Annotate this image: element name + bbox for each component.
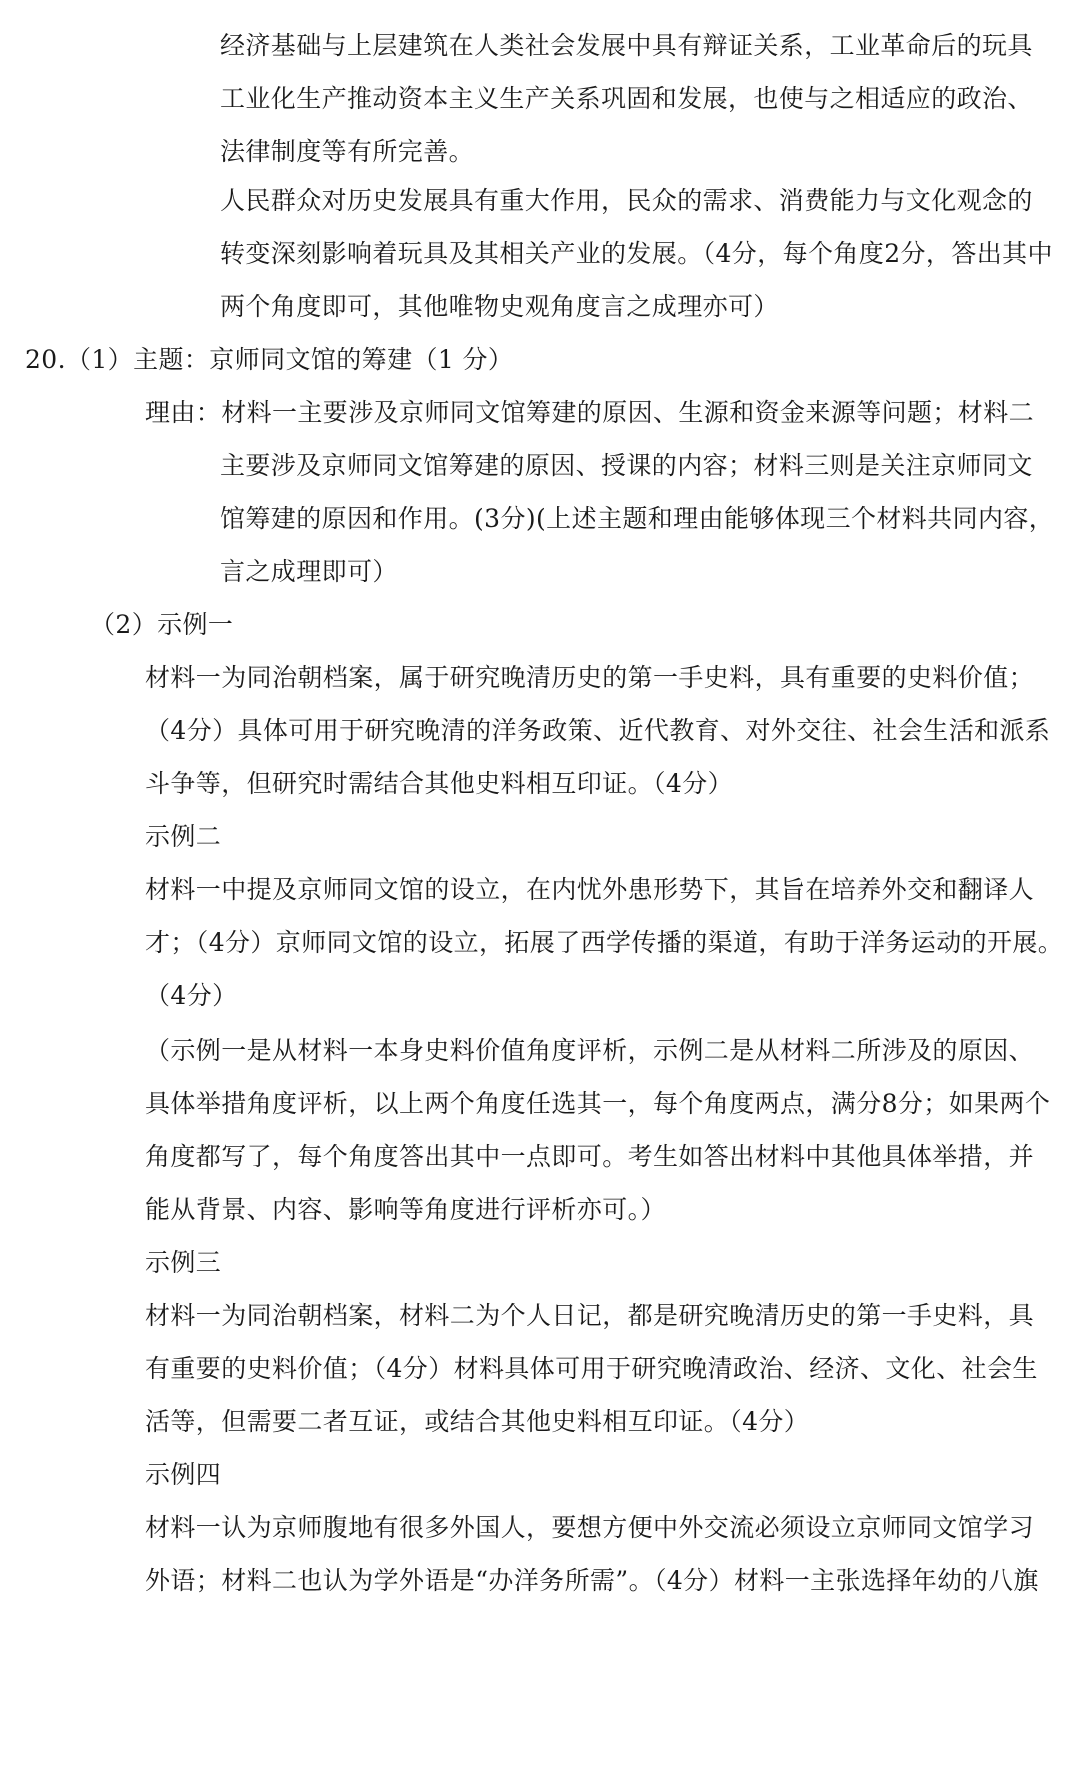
text-line: 经济基础与上层建筑在人类社会发展中具有辩证关系，工业革命后的玩具	[220, 31, 1033, 60]
text-line: 活等，但需要二者互证，或结合其他史料相互印证。（4分）	[145, 1407, 810, 1436]
text-line: 馆筹建的原因和作用。(3分)(上述主题和理由能够体现三个材料共同内容，	[220, 504, 1055, 533]
text-line: 材料一为同治朝档案，材料二为个人日记，都是研究晚清历史的第一手史料，具	[145, 1301, 1035, 1330]
text-line: 材料一为同治朝档案，属于研究晚清历史的第一手史料，具有重要的史料价值；	[145, 663, 1035, 692]
text-line: 材料一中提及京师同文馆的设立，在内忧外患形势下，其旨在培养外交和翻译人	[145, 875, 1035, 904]
text-line: （4分）	[145, 981, 238, 1010]
text-line: 具体举措角度评析，以上两个角度任选其一，每个角度两点，满分8分；如果两个	[145, 1089, 1051, 1118]
text-line: 理由：材料一主要涉及京师同文馆筹建的原因、生源和资金来源等问题；材料二	[145, 398, 1035, 427]
text-line: 角度都写了，每个角度答出其中一点即可。考生如答出材料中其他具体举措，并	[145, 1142, 1035, 1171]
text-line: 两个角度即可，其他唯物史观角度言之成理亦可）	[220, 292, 779, 321]
text-line: 言之成理即可）	[220, 557, 398, 586]
text-line: 主要涉及京师同文馆筹建的原因、授课的内容；材料三则是关注京师同文	[220, 451, 1033, 480]
question-heading: 20.（1）主题：京师同文馆的筹建（1 分）	[25, 345, 514, 374]
example-heading: 示例四	[145, 1460, 222, 1489]
text-line: 能从背景、内容、影响等角度进行评析亦可。）	[145, 1195, 666, 1224]
text-line: 有重要的史料价值；（4分）材料具体可用于研究晚清政治、经济、文化、社会生	[145, 1354, 1038, 1383]
text-line: 才；（4分）京师同文馆的设立，拓展了西学传播的渠道，有助于洋务运动的开展。	[145, 928, 1064, 957]
text-line: 外语；材料二也认为学外语是“办洋务所需”。（4分）材料一主张选择年幼的八旗	[145, 1566, 1039, 1595]
subquestion-heading: （2）示例一	[90, 610, 234, 639]
text-line: 法律制度等有所完善。	[220, 137, 475, 166]
text-line: （示例一是从材料一本身史料价值角度评析，示例二是从材料二所涉及的原因、	[145, 1036, 1035, 1065]
example-heading: 示例三	[145, 1248, 222, 1277]
text-line: 工业化生产推动资本主义生产关系巩固和发展，也使与之相适应的政治、	[220, 84, 1033, 113]
text-line: （4分）具体可用于研究晚清的洋务政策、近代教育、对外交往、社会生活和派系	[145, 716, 1051, 745]
text-line: 转变深刻影响着玩具及其相关产业的发展。（4分，每个角度2分，答出其中	[220, 239, 1053, 268]
text-line: 人民群众对历史发展具有重大作用，民众的需求、消费能力与文化观念的	[220, 186, 1033, 215]
example-heading: 示例二	[145, 822, 222, 851]
text-line: 材料一认为京师腹地有很多外国人，要想方便中外交流必须设立京师同文馆学习	[145, 1513, 1035, 1542]
text-line: 斗争等，但研究时需结合其他史料相互印证。（4分）	[145, 769, 734, 798]
